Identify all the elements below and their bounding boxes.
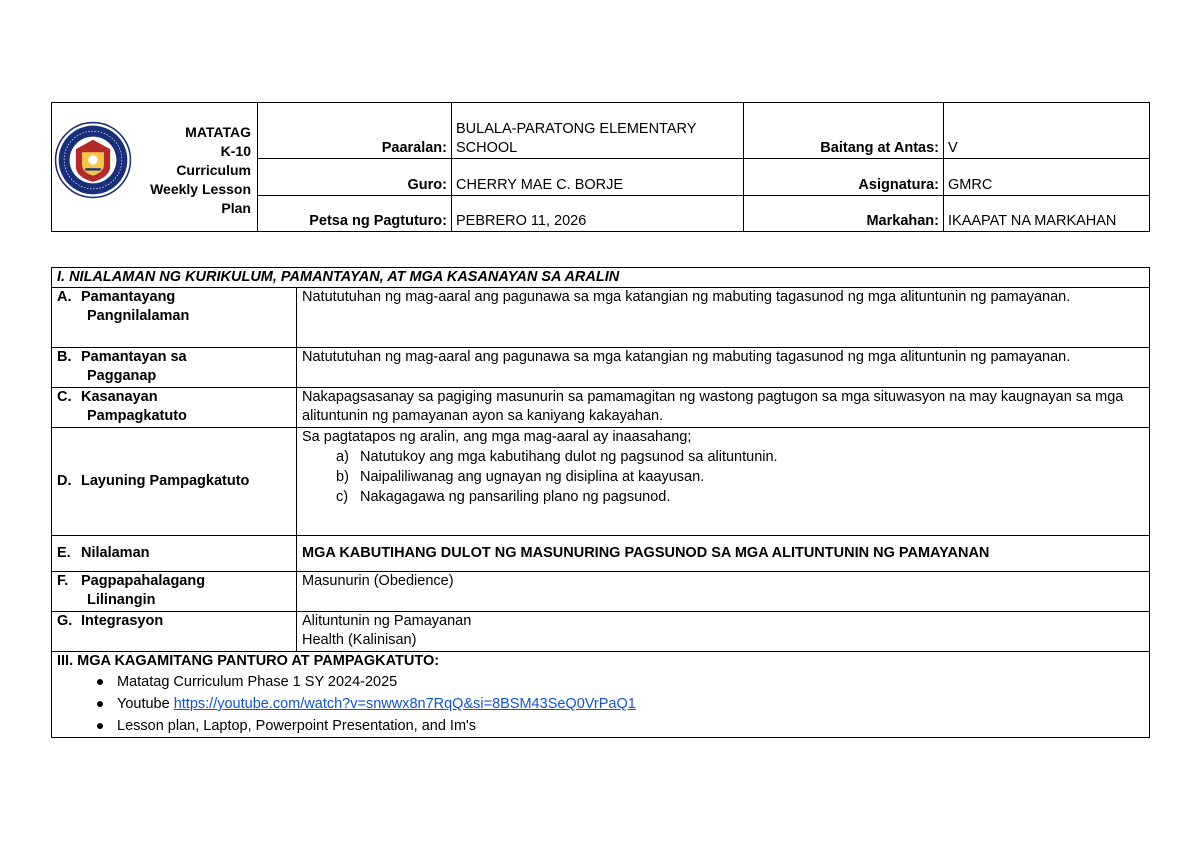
row-content-pagpapahalaga: Masunurin (Obedience) [297,572,1150,612]
section-1-title: I. NILALAMAN NG KURIKULUM, PAMANTAYAN, AT MGA KASANAYAN SA ARALIN [52,268,1150,288]
row-label-pagpapahalaga: F. Pagpapahalagang Lilinangin [52,572,297,612]
row-content-layuning-pampagkatuto [297,428,1150,536]
header-table [51,102,1150,232]
value-baitang: V [944,103,1150,159]
list-item: Lesson plan, Laptop, Powerpoint Presentation, and Im's [97,715,1144,737]
row-content-pamantayang-pangnilalaman: Natututuhan ng mag-aaral ang pagunawa sa mga katangian ng mabuting tagasunod ng mga alituntunin ng pamayanan. [297,288,1150,348]
value-paaralan: BULALA-PARATONG ELEMENTARY SCHOOL [452,103,744,159]
deped-seal-icon [54,121,132,199]
value-guro: CHERRY MAE C. BORJE [452,159,744,196]
label-paaralan: Paaralan: [258,103,452,159]
layunin-item: c) Nakagagawa ng pansariling plano ng pagsunod. [336,489,671,505]
label-markahan: Markahan: [744,196,944,232]
row-content-kasanayan-pampagkatuto: Nakapagsasanay sa pagiging masunurin sa pamamagitan ng wastong pagtugon sa mga situwasyon na may kaugnayan sa mga alituntunin ng pamayanan ayon sa kaniyang kakayahan. [297,388,1150,428]
value-asignatura: GMRC [944,159,1150,196]
value-markahan: IKAAPAT NA MARKAHAN [944,196,1150,232]
lesson-plan-table [51,267,1150,738]
youtube-link[interactable]: https://youtube.com/watch?v=snwwx8n7RqQ&si=8BSM43SeQ0VrPaQ1 [173,696,636,712]
value-petsa: PEBRERO 11, 2026 [452,196,744,232]
row-label-layuning-pampagkatuto: D. Layuning Pampagkatuto [52,428,297,536]
row-label-pamantayan-sa-pagganap: B. Pamantayan sa Pagganap [52,348,297,388]
label-asignatura: Asignatura: [744,159,944,196]
label-petsa: Petsa ng Pagtuturo: [258,196,452,232]
row-content-integrasyon: Alituntunin ng Pamayanan Health (Kalinisan) [297,612,1150,652]
section-3-materials [52,652,1150,738]
layunin-intro: Sa pagtatapos ng aralin, ang mga mag-aaral ay inaasahang; [302,429,692,445]
logo-cell [52,103,258,232]
row-content-nilalaman: MGA KABUTIHANG DULOT NG MASUNURING PAGSUNOD SA MGA ALITUNTUNIN NG PAMAYANAN [297,536,1150,572]
materials-list [57,671,1144,737]
row-label-nilalaman: E. Nilalaman [52,536,297,572]
row-content-pamantayan-sa-pagganap: Natututuhan ng mag-aaral ang pagunawa sa mga katangian ng mabuting tagasunod ng mga alituntunin ng pamayanan. [297,348,1150,388]
layunin-list [302,447,1144,507]
label-guro: Guro: [258,159,452,196]
layunin-item: b) Naipaliliwanag ang ugnayan ng disiplina at kaayusan. [336,469,705,485]
layunin-item: a) Natutukoy ang mga kabutihang dulot ng pagsunod sa alituntunin. [336,449,778,465]
row-label-integrasyon: G. Integrasyon [52,612,297,652]
section-3-title: III. MGA KAGAMITANG PANTURO AT PAMPAGKATUTO: [57,653,440,669]
row-label-pamantayang-pangnilalaman: A. Pamantayang Pangnilalaman [52,288,297,348]
row-label-kasanayan-pampagkatuto: C. Kasanayan Pampagkatuto [52,388,297,428]
list-item: Youtube https://youtube.com/watch?v=snwwx8n7RqQ&si=8BSM43SeQ0VrPaQ1 [97,693,1144,715]
list-item: Matatag Curriculum Phase 1 SY 2024-2025 [97,671,1144,693]
curriculum-brand: MATATAG K-10 Curriculum Weekly Lesson Plan [150,124,251,216]
label-baitang: Baitang at Antas: [744,103,944,159]
